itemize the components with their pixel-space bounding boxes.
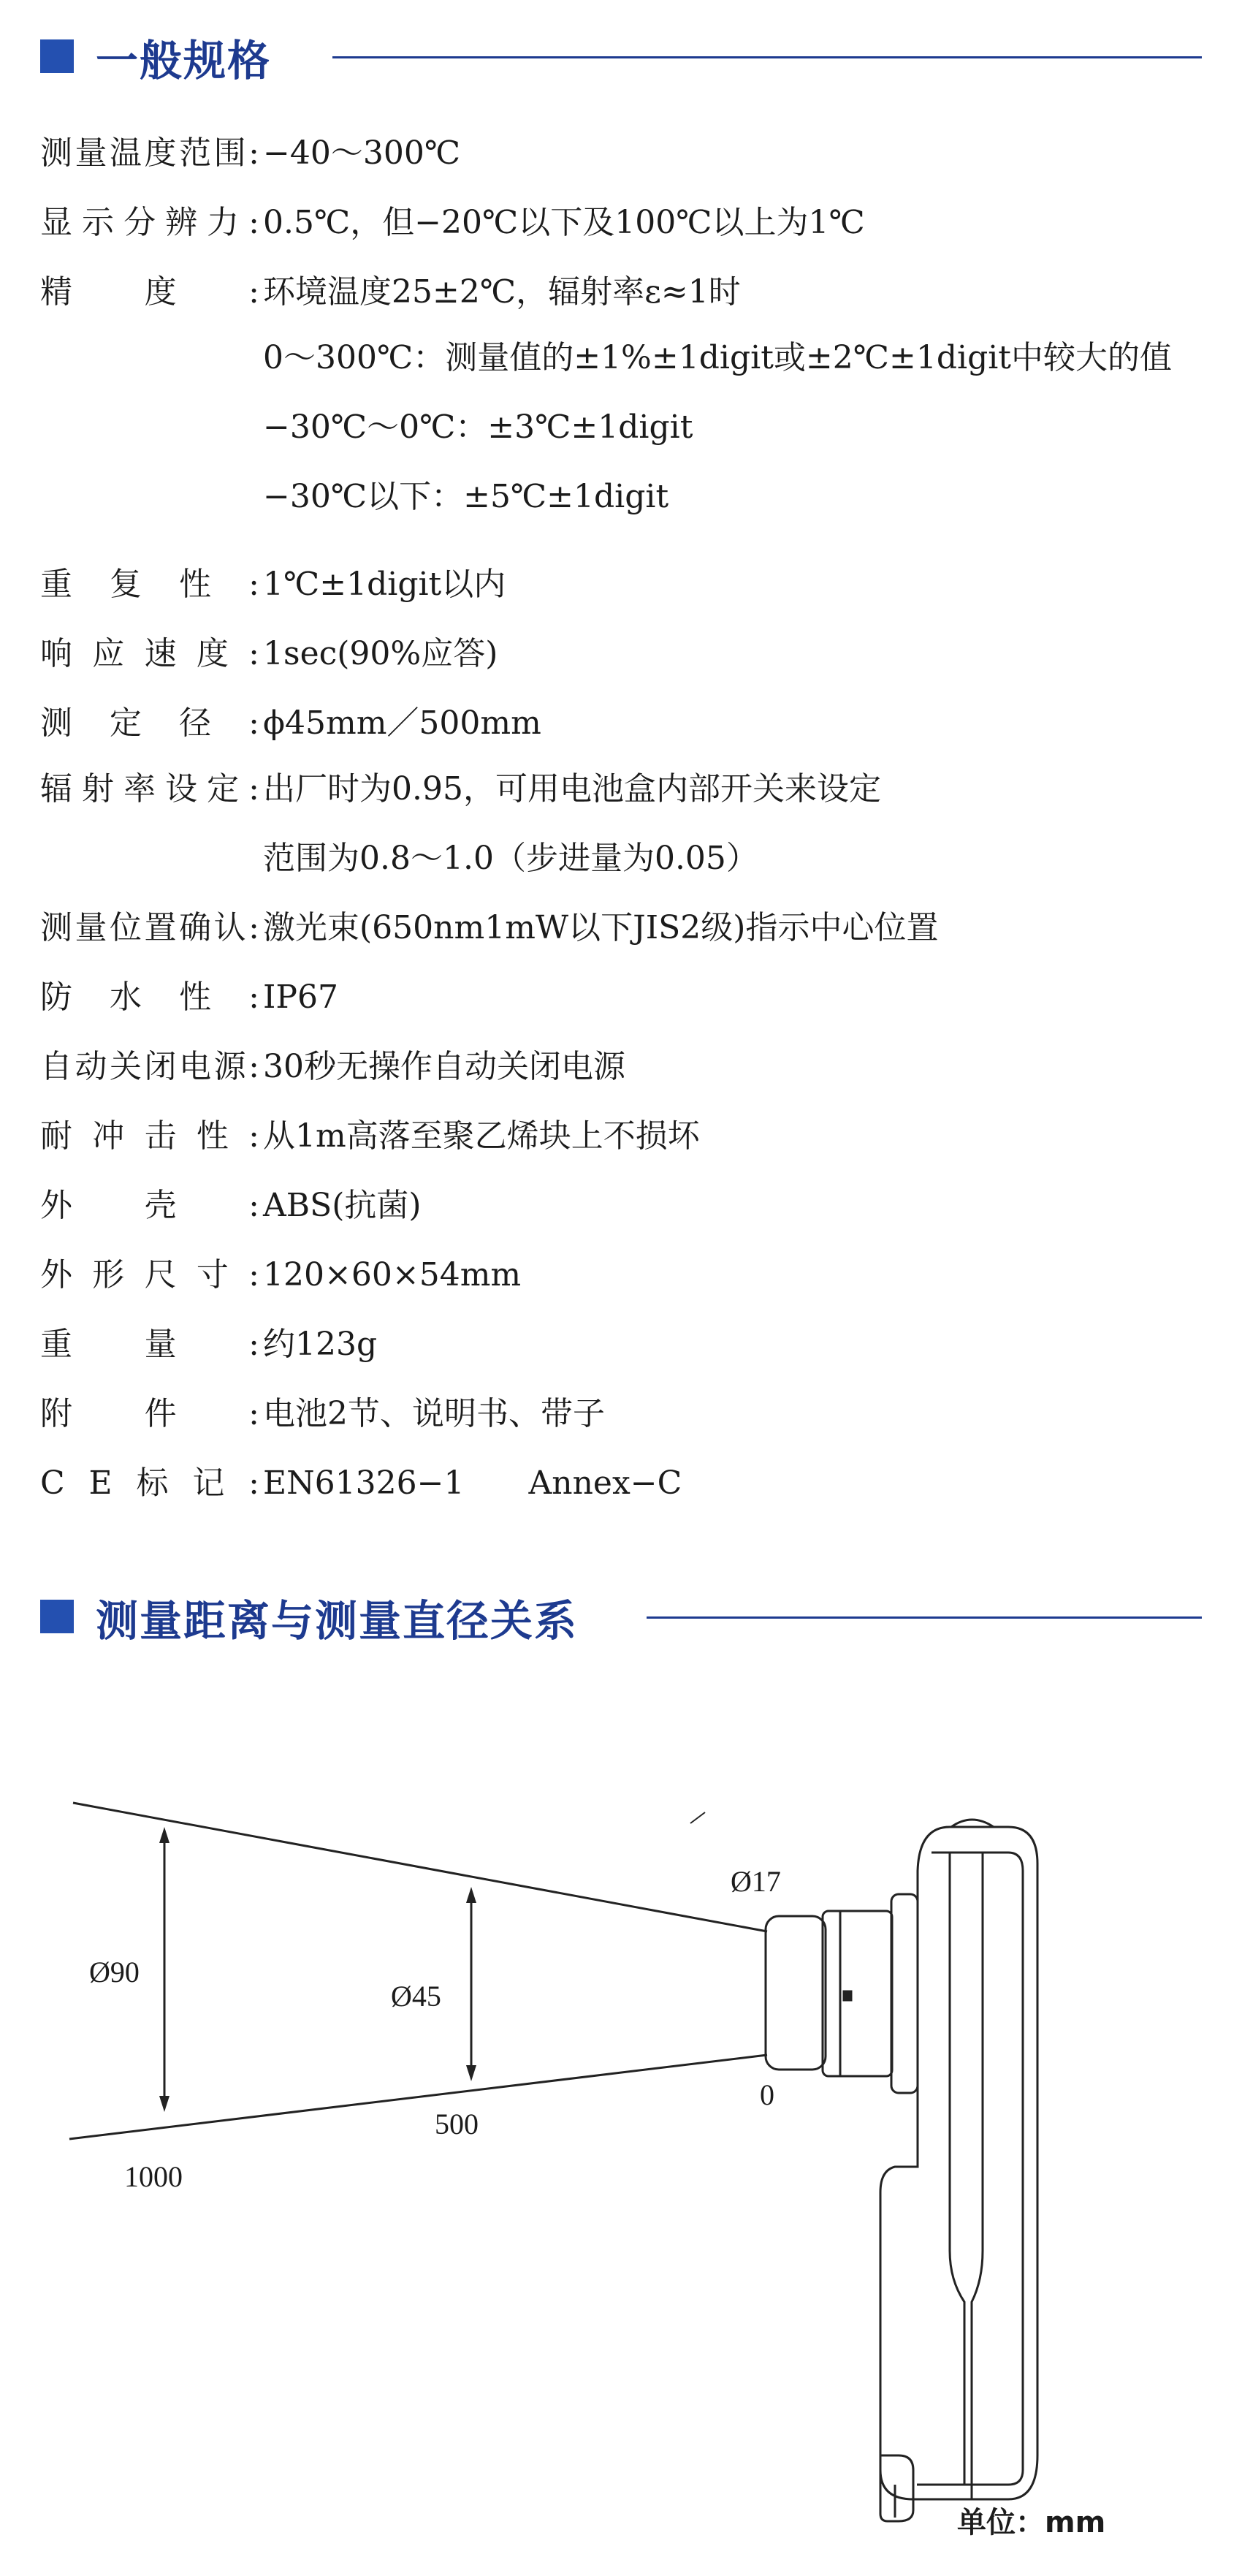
spec-value: 电池2节、说明书、带子: [263, 1395, 605, 1432]
arrow-head: [159, 2096, 169, 2112]
spec-label-char: 度: [196, 635, 229, 672]
section-distance-diameter: [40, 1582, 1202, 1648]
spec-label-char: 源: [213, 1048, 246, 1085]
spec-label-char: 闭: [144, 1048, 177, 1085]
spec-label-char: 性: [179, 979, 212, 1016]
spec-label-char: 关: [110, 1048, 142, 1085]
arrow-head: [466, 1887, 476, 1903]
section-title: 一般规格: [96, 36, 272, 86]
spec-label-char: 示: [82, 204, 115, 241]
spec-value: ABS(抗菌): [263, 1187, 422, 1224]
spec-label-char: 显: [40, 204, 72, 241]
spec-label-char: :: [248, 1464, 259, 1502]
spec-label-char: 件: [144, 1395, 177, 1432]
section-marker: [40, 1600, 74, 1633]
spec-label-char: 防: [40, 979, 72, 1016]
spec-label-char: 测: [40, 909, 72, 946]
spec-label-char: 响: [40, 635, 72, 672]
section-general-specs: [40, 22, 1202, 88]
spec-label-char: 寸: [196, 1256, 229, 1293]
spec-label-char: :: [248, 770, 259, 808]
spec-label-char: :: [248, 909, 259, 946]
spec-label-char: 电: [179, 1048, 212, 1085]
spec-label: [40, 1315, 259, 1374]
measurement-cone-diagram: [0, 1725, 1242, 2528]
spec-label: [40, 1246, 259, 1304]
cone-upper-line: [73, 1803, 767, 1931]
accuracy-line-2: −30℃～0℃：±3℃±1digit: [263, 409, 693, 446]
spec-label-char: 附: [40, 1395, 72, 1432]
spec-label-char: :: [248, 704, 259, 742]
label-d90: Ø90: [89, 1956, 140, 1988]
spec-label-char: 分: [123, 204, 156, 241]
spec-label-char: 度: [144, 134, 177, 172]
spec-label-char: 范: [179, 134, 212, 172]
spec-label: [40, 1454, 259, 1513]
label-d17: Ø17: [731, 1865, 781, 1898]
spec-label-char: 水: [110, 979, 142, 1016]
spec-label-char: 力: [207, 204, 240, 241]
cone-lower-line: [69, 2055, 767, 2139]
accuracy-line-1: 0～300℃：测量值的±1%±1digit或±2℃±1digit中较大的值: [263, 339, 1172, 376]
spec-label: [40, 968, 259, 1027]
spec-label: [40, 1107, 259, 1166]
spec-label-char: C: [40, 1464, 65, 1502]
spec-label-char: 径: [179, 704, 212, 742]
thermometer-side-view: [766, 1820, 1037, 2521]
spec-value: −40～300℃: [263, 134, 461, 172]
spec-label-char: 复: [110, 566, 142, 603]
spec-label-char: 测: [40, 134, 72, 172]
spec-label-char: 设: [165, 770, 198, 808]
spec-value: 0.5℃，但−20℃以下及100℃以上为1℃: [263, 204, 865, 241]
arrow-head: [159, 1827, 169, 1843]
spec-label-char: 定: [110, 704, 142, 742]
spec-label-char: 量: [144, 1326, 177, 1363]
spec-label-char: 量: [75, 909, 107, 946]
spec-label-char: 率: [123, 770, 156, 808]
spec-label-char: 测: [40, 704, 72, 742]
spec-value: 出厂时为0.95，可用电池盒内部开关来设定: [263, 770, 881, 808]
spec-label-char: 冲: [92, 1117, 125, 1155]
spec-label-char: 定: [207, 770, 240, 808]
spec-value: 环境温度25±2℃，辐射率ε≈1时: [263, 273, 741, 311]
spec-label-char: :: [248, 1117, 259, 1155]
spec-label-char: :: [248, 566, 259, 603]
label-dist-0: 0: [760, 2078, 774, 2111]
spec-label: [40, 263, 259, 322]
arrow-head: [466, 2065, 476, 2081]
spec-value: 1sec(90%应答): [263, 635, 498, 672]
spec-label: [40, 1385, 259, 1443]
spec-label-char: :: [248, 635, 259, 672]
spec-value: IP67: [263, 979, 338, 1016]
spec-value: 1℃±1digit以内: [263, 566, 506, 603]
spec-label-char: 性: [179, 566, 212, 603]
spec-value: ϕ45mm／500mm: [263, 704, 541, 742]
spec-label-char: 精: [40, 273, 72, 311]
spec-label: [40, 555, 259, 614]
spec-label: [40, 1177, 259, 1235]
spec-label-char: 位: [110, 909, 142, 946]
spec-label-char: 动: [75, 1048, 107, 1085]
spec-label-char: 温: [110, 134, 142, 172]
spec-label: [40, 694, 259, 753]
section-rule: [332, 56, 1202, 58]
spec-label-char: 壳: [144, 1187, 177, 1224]
spec-label-char: 量: [75, 134, 107, 172]
spec-label-char: 自: [40, 1048, 72, 1085]
spec-label: [40, 625, 259, 683]
section-title: 测量距离与测量直径关系: [96, 1596, 579, 1646]
spec-label: [40, 124, 259, 183]
spec-label-char: 速: [144, 635, 177, 672]
spec-value: 从1m高落至聚乙烯块上不损坏: [263, 1117, 700, 1155]
spec-label-char: E: [88, 1464, 113, 1502]
spec-label-char: 形: [92, 1256, 125, 1293]
spec-label-char: 度: [144, 273, 177, 311]
spec-label-char: :: [248, 273, 259, 311]
spec-label-char: :: [248, 204, 259, 241]
spec-label-char: 击: [144, 1117, 177, 1155]
label-d45: Ø45: [391, 1980, 441, 2013]
spec-label-char: 辨: [165, 204, 198, 241]
spec-label-char: :: [248, 1048, 259, 1085]
spec-value: 激光束(650nm1mW以下JIS2级)指示中心位置: [263, 909, 939, 946]
unit-note: 单位：mm: [957, 2506, 1106, 2539]
spec-label-char: 射: [82, 770, 115, 808]
spec-label-char: 确: [179, 909, 212, 946]
spec-label-char: :: [248, 1395, 259, 1432]
section-rule: [647, 1616, 1202, 1619]
accuracy-line-3: −30℃以下：±5℃±1digit: [263, 478, 669, 515]
spec-label-char: :: [248, 1187, 259, 1224]
spec-label: [40, 760, 259, 818]
spec-value: 约123g: [263, 1326, 378, 1363]
spec-label-char: :: [248, 1256, 259, 1293]
spec-label-char: 辐: [40, 770, 72, 808]
spec-label: [40, 1038, 259, 1096]
spec-label-char: :: [248, 1326, 259, 1363]
spec-label: [40, 899, 259, 957]
spec-label-char: 耐: [40, 1117, 72, 1155]
spec-label-char: 外: [40, 1256, 72, 1293]
spec-label-char: :: [248, 134, 259, 172]
spec-value: 120×60×54mm: [263, 1256, 522, 1293]
label-dist-500: 500: [435, 2108, 479, 2140]
spec-label-char: 围: [213, 134, 246, 172]
spec-label-char: 尺: [144, 1256, 177, 1293]
spec-label-char: 置: [144, 909, 177, 946]
spec-value: 30秒无操作自动关闭电源: [263, 1048, 625, 1085]
spec-label-char: 重: [40, 566, 72, 603]
spec-label-char: 性: [196, 1117, 229, 1155]
spec-label-char: 记: [192, 1464, 225, 1502]
spec-value: EN61326−1 Annex−C: [263, 1464, 682, 1502]
d17-leader: [690, 1812, 705, 1823]
spec-label-char: 重: [40, 1326, 72, 1363]
spec-label-char: 标: [136, 1464, 169, 1502]
section-marker: [40, 39, 74, 73]
spec-label-char: 外: [40, 1187, 72, 1224]
emissivity-range-line: 范围为0.8～1.0（步进量为0.05）: [263, 840, 758, 877]
spec-label-char: 认: [213, 909, 246, 946]
spec-label-char: :: [248, 979, 259, 1016]
spec-label: [40, 194, 259, 252]
spec-label-char: 应: [92, 635, 125, 672]
label-dist-1000: 1000: [124, 2160, 183, 2193]
